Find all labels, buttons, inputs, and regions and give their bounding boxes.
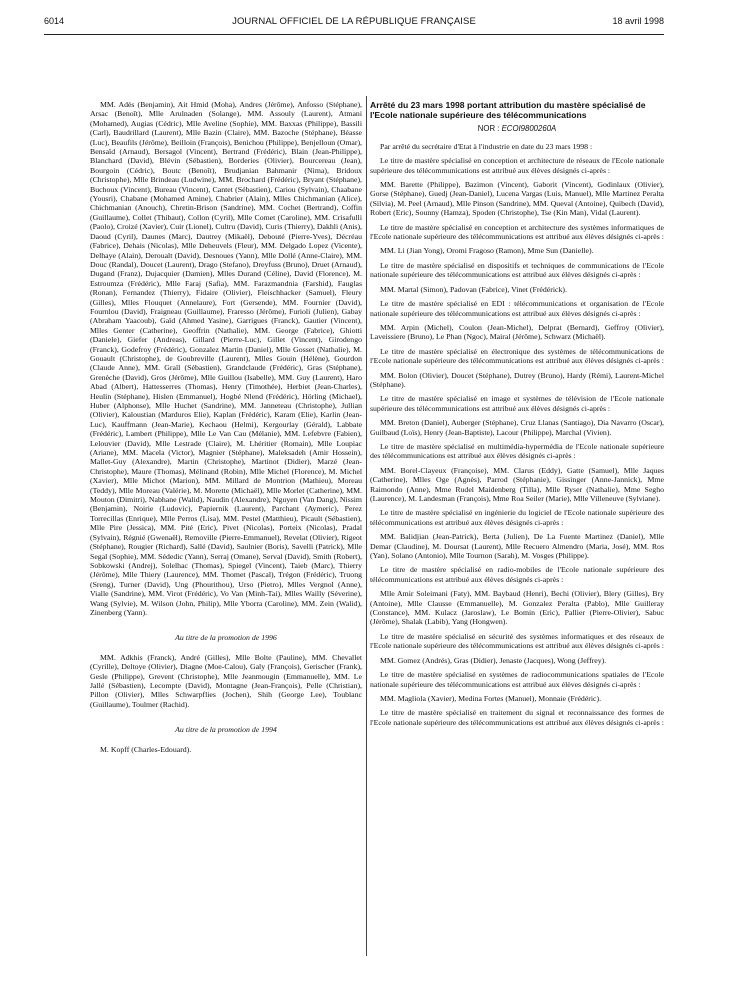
decree-title: Arrêté du 23 mars 1998 portant attribution du mastère spécialisé de l'Ecole nationale supérieure des télécommunications xyxy=(370,100,646,121)
promotion-1996-heading: Au titre de la promotion de 1996 xyxy=(175,633,277,643)
paragraph: MM. Li (Jian Yong), Oromi Fragoso (Ramon), Mme Sun (Danielle). xyxy=(380,246,594,256)
nor-code: ECOI9800260A xyxy=(501,124,557,134)
paragraph: MM. Arpin (Michel), Coulon (Jean-Michel), Delprat (Bernard), Geffroy (Olivier), Laveissiere (Bruno), Le Phan (Ngoc), Mairal (Jérôme), Schwarz (Michaël). xyxy=(370,322,664,342)
paragraph: MM. Bolon (Olivier), Doucet (Stéphane), Dutrey (Bruno), Hardy (Rémi), Laurent-Michel (Stéphane). xyxy=(370,370,664,389)
paragraph: Le titre de mastère spécialisé en multimédia-hypermédia de l'Ecole nationale supérieure des télécommunications est attribué aux élèves désignés ci-après : xyxy=(370,441,664,461)
header-rule xyxy=(44,34,664,35)
paragraph: MM. Breton (Daniel), Auberger (Stéphane), Cruz Llanas (Santiago), Dia Navarro (Oscar), Guilbaud (Loïs), Henry (Jean-Baptiste), Lacour (Philippe), Marchal (Vivien). xyxy=(370,418,664,437)
promotion-1994-heading: Au titre de la promotion de 1994 xyxy=(175,725,277,735)
paragraph: Le titre de mastère spécialisé en conception et architecture de réseaux de l'Ecole nationale supérieure des télécommunications est attribué aux élèves désignés ci-après : xyxy=(370,156,664,175)
paragraph: Le titre de mastère spécialisé en conception et architecture des systèmes informatiques de l'Ecole nationale supérieure des télécommunications est attribué aux élèves désignés ci-après : xyxy=(370,222,664,242)
page-header xyxy=(44,16,664,32)
right-column xyxy=(370,100,664,732)
issue-date: 18 avril 1998 xyxy=(612,16,664,26)
paragraph: Le titre de mastère spécialisé en traitement du signal et reconnaissance des formes de l'Ecole nationale supérieure des télécommunications est attribué aux élèves désignés ci-après : xyxy=(370,708,664,727)
paragraph: Le titre de mastère spécialisé en radio-mobiles de l'Ecole nationale supérieure des télécommunications est attribué aux élèves désignés ci-après : xyxy=(370,565,664,584)
page-number: 6014 xyxy=(44,16,65,26)
paragraph: Le titre de mastère spécialisé en électronique des systèmes de télécommunications de l'Ecole nationale supérieure des télécommunications est attribué aux élèves désignés ci-après : xyxy=(370,346,664,366)
paragraph: MM. Magliola (Xavier), Medina Fortes (Manuel), Monnaie (Frédéric). xyxy=(380,693,602,703)
journal-title: JOURNAL OFFICIEL DE LA RÉPUBLIQUE FRANÇAISE xyxy=(232,16,476,27)
nor-reference xyxy=(370,124,664,133)
paragraph: Le titre de mastère spécialisé en dispositifs et techniques de communications de l'Ecole nationale supérieure des télécommunications est attribué aux élèves désignés ci-après : xyxy=(370,260,664,280)
paragraph: Le titre de mastère spécialisé en sécurité des systèmes informatiques et des réseaux de l'Ecole nationale supérieure des télécommunications est attribué aux élèves désignés ci-après : xyxy=(370,631,664,651)
paragraph: Le titre de mastère spécialisé en image et systèmes de télévision de l'Ecole nationale supérieure des télécommunications est attribué aux élèves désignés ci-après : xyxy=(370,394,664,413)
names-list: MM. Adès (Benjamin), Ait Hmid (Moha), Andres (Jérôme), Anfosso (Stéphane), Arsac (Benoît), Mlle Arulnaden (Solange), MM. Assouly (Laurent), Atmani (Mohamed), Augias (Cédric), Mlle Aveline (Sophie), MM. Baxxas (Philippe), Bassili (Carl), Baudrillard (Laurent), Mlle Bazin (Claire), MM. Bazoche (Stéphane), Béasse (Luc), Beaufils (Jérôme), Beilloin (François), Benichou (Philippe), Benjelloun (Omar), Bensaïd (Arnaud), Bersagol (Vincent), Bertrand (Frédéric), Blain (Jean-Philippe), Blanchard (David), Blévin (Sébastien), Borderies (Olivier), Bourcereau (Jean), Bourgoin (Cédric), Boutc (Benoît), Brudjanian Bahmanir (Nima), Bridoux (Christophe), Mlle Brindeau (Ludwine), MM. Brochard (Frédéric), Bryant (Stéphane), Buchoux (Vincent), Bureau (Vincent), Cantet (Sébastien), Cariou (Sylvain), Chaabane (Yousri), Chabane (Mohamed Amine), Chabrier (Alain), Mlles Chichmanian (Alice), Chichmanian (Anouch), Chretin-Brison (Sandrine), MM. Cochet (Bertrand), Coffin (Guillaume), Collet (Thibaut), Collon (Cyril), Mlle Comet (Caroline), MM. Crisafulli (Paolo), Croizé (Xavier), Cuir (Lionel), Cultru (David), Curis (Thierry), Dakhli (Anis), Daoud (Cyril), Daunes (Marc), Dautrey (Mikaël), Debouté (Pierre-Yves), Décréau (Fabrice), Dehais (Nicolas), Mlle Deheuvels (Fleur), MM. Delgado Lopez (Vicente), Delhaye (Alain), Deroualt (David), Desnoues (Yann), Mlle Dollé (Anne-Claire), MM. Douc (Randal), Doucet (Laurent), Drago (Stefano), Dreyfuss (Bruno), Druet (Arnaud), Dugand (Franz), Dujacquier (Damien), Mlles Durand (Céline), David (Florence), M. Estroumza (Frédéric), Mlle Faraj (Safia), MM. Farazmandnia (Farshid), Fauglas (Ronan), Fernandez (Thierry), Fidaire (Olivier), Fleischhacker (Samuel), Fleury (Gilles), Mlles Flouquet (Annelaure), Fort (Gersende), MM. Fournier (David), Fournlou (David), Fraigneau (Guillaume), Fraresso (Jérôme), Furioli (Julien), Gabay (Abraham Yaacoub), Gaïd (Ahmed Yasine), Garrigues (Franck), Gautier (Vincent), Mlles Genter (Catherine), Geoffrin (Nathalie), MM. George (Fabrice), Ghiotti (Daniele), Giefer (Andreas), Gillard (Pierre-Luc), Gillet (Vincent), Girodengo (Franck), Godefroy (Frédéric), Gonzalez Martin (Daniel), Mlle Gosset (Nathalie), M. Gouault (Christophe), de Goubreville (Laurent), Mlles Gouin (Hélène), Gourdon (Claude Anne), MM. Graïl (Sébastien), Grandclaude (Frédéric), Gras (Stéphane), Grenèche (David), Gros (Jérôme), Mlle Guillou (Isabelle), MM. Guy (Laurent), Haro Abad (Albert), Hattesserres (Thomas), Henry (Timothée), Herbiet (Jean-Charles), Heulin (Stéphane), Hislen (Emmanuel), Hogbé Nlend (Frédéric), Hörling (Michael), Huber (Alphonse), Mlle Huchet (Sandrine), MM. Janneteau (Christophe), Jullian (Olivier), Kaloustian (Marduros Elie), Kaplan (Frédéric), Karam (Elie), Karlin (Jean-Luc), Kauffmann (Jean-Marie), Kechaou (Helmi), Kergourlay (Gérald), Labbate (Frédéric), Lambert (Philippe), Mlle Le Van Cau (Mélanie), MM. Lefebvre (Fabien), Lelouvier (David), Mlle Lestrade (Claire), M. Lhéritier (Romain), Mlle Loupiac (Ariane), MM. Macela (Victor), Magnier (Stéphane), Maleksadeh (Amir Hossein), Mallet-Guy (Alexandre), Martin (Christophe), Martinot (Didier), Marzé (Jean-Christophe), Maure (Thomas), Mélinand (Robin), Mlle Michel (Florence), M. Michel (Xavier), Mlle Michot (Marion), MM. Millard de Montrion (Mathieu), Moreau (Teddy), Mlle Moreau (Valérie), M. Morette (Michaël), Mlle Morlet (Catherine), MM. Mouton (Dimitri), Nabhane (Walid), Naudin (Alexandre), Nguyen (Van Dang), Nissim (Benjamin), Noirie (Ludovic), Papiernik (Laurent), Parchant (Aymeric), Perez Torrecillas (Enrique), Mlle Perros (Lisa), MM. Pestel (Matthieu), Picault (Sébastien), Mlle Pire (Jessica), MM. Pité (Eric), Pivet (Nicolas), Porteix (Nicolas), Pradal (Sylvain), Régnié (Gwenaël), Removille (Pierre-Emmanuel), Revelat (Olivier), Rigeot (Stéphane), Rougier (Richard), Sallé (David), Saulnier (Boris), Savelli (Patrick), Mlle Segal (Sophie), MM. Sédedic (Yann), Serraj (Omane), Serval (David), Smith (Robert), Sobkowski (Andrej), Solelhac (Thomas), Spiegel (Vincent), Taieb (Marc), Thierry (Jérôme), Mlle Thiery (Laurence), MM. Thomet (Pascal), Trégon (Frédéric), Truong (Sreng), Turner (David), Ung (Phourithou), Urso (Pietro), Mlles Vergnol (Anne), Vialle (Sandrine), MM. Virot (Frédéric), Vo Van (Minh-Tai), Mlles Wailly (Séverine), Wang (Sylvie), M. Wilson (John, Philip), Mlle Yborra (Caroline), MM. Zein (Walid), Zinenberg (Yann). xyxy=(90,100,362,617)
promotion-1994-names: M. Kopff (Charles-Edouard). xyxy=(100,744,192,754)
paragraph: MM. Barette (Philippe), Bazimon (Vincent), Gaborit (Vincent), Godinlaux (Olivier), Gorse (Stéphane), Guedj (Jean-Daniel), Lucena Vargas (Luis, Manuel), Mlle Martinez Peralta (Silvia), M. Peel (Arnaud), Mlle Pinson (Sandrine), MM. Queval (Antoine), Quibech (David), Robert (Eric), Sounny (Hamza), Spoden (Christophe), Tse (Kin Man), Vidal (Laurent). xyxy=(370,180,664,218)
paragraph: MM. Martal (Simon), Padovan (Fabrice), Vinet (Frédérick). xyxy=(380,284,567,294)
paragraph: Mlle Amir Soleimani (Faty), MM. Baybaud (Henri), Bechi (Olivier), Blery (Gilles), Bry (Antoine), Mlle Clausse (Emmanuelle), M. Gonzalez Peralta (Pablo), Mlle Guilleray (Constance), MM. Kulacz (Jaroslaw), Le Bomin (Eric), Pallier (Pierre-Olivier), Sabuc (Jérôme), Shalak (Labib), Yang (Hongwen). xyxy=(370,589,664,627)
paragraph: Par arrêté du secrétaire d'Etat à l'industrie en date du 23 mars 1998 : xyxy=(380,141,593,151)
paragraph: Le titre de mastère spécialisé en systèmes de radiocommunications spatiales de l'Ecole nationale supérieure des télécommunications est attribué aux élèves désignés ci-après : xyxy=(370,670,664,689)
column-divider xyxy=(366,96,367,956)
promotion-1996-names: MM. Adkhis (Franck), André (Gilles), Mlle Bolte (Pauline), MM. Chevallet (Cyrille), Deltoye (Olivier), Diagne (Moe-Calou), Galy (François), Gerischer (Frank), Gesle (Philippe), Grevent (Christophe), Mlle Jeanmougin (Emmanuelle), MM. Le Jallé (Sébastien), Lecompte (David), Montagne (Jean-François), Pelle (Christian), Pillon (Olivier), Mlles Schwarpflies (Jochen), Shih (George Lee), Toublanc (Guillaume), Toulmer (Rachid). xyxy=(90,652,362,709)
paragraph: Le titre de mastère spécialisé en EDI : télécommunications et organisation de l'Ecole nationale supérieure des télécommunications est attribué aux élèves désignés ci-après : xyxy=(370,299,664,318)
paragraph: MM. Gomez (Andrés), Gras (Didier), Jenaste (Jacques), Wong (Jeffrey). xyxy=(380,655,607,665)
paragraph: MM. Borel-Clayeux (Françoise), MM. Clarus (Eddy), Gatte (Samuel), Mlle Jaques (Catherine), Mlles Oge (Agnès), Parrod (Stéphanie), Gissinger (Anne-Jannick), Mme Raimondo (Anne), Mme Rudel Maidenberg (Tilla), Mlle Ryser (Nathalie), Mme Segho (Laurence), M. Landesman (François), Mme Roa Seiler (Marie), Mlle Villeneuve (Sylviane). xyxy=(370,465,664,503)
paragraph: MM. Balidjian (Jean-Patrick), Berta (Julien), De La Fuente Martinez (Daniel), Mlle Demar (Claudine), M. Doursat (Laurent), Mlle Recuero Almendro (Maria, José), MM. Ros (Yan), Solano (Antonio), Mlle Tournon (Sarah), M. Vosges (Philippe). xyxy=(370,532,664,561)
left-column xyxy=(90,100,362,754)
paragraph: Le titre de mastère spécialisé en ingénierie du logiciel de l'Ecole nationale supérieure des télécommunications est attribué aux élèves désignés ci-après : xyxy=(370,508,664,527)
nor-label: NOR : xyxy=(477,124,500,134)
